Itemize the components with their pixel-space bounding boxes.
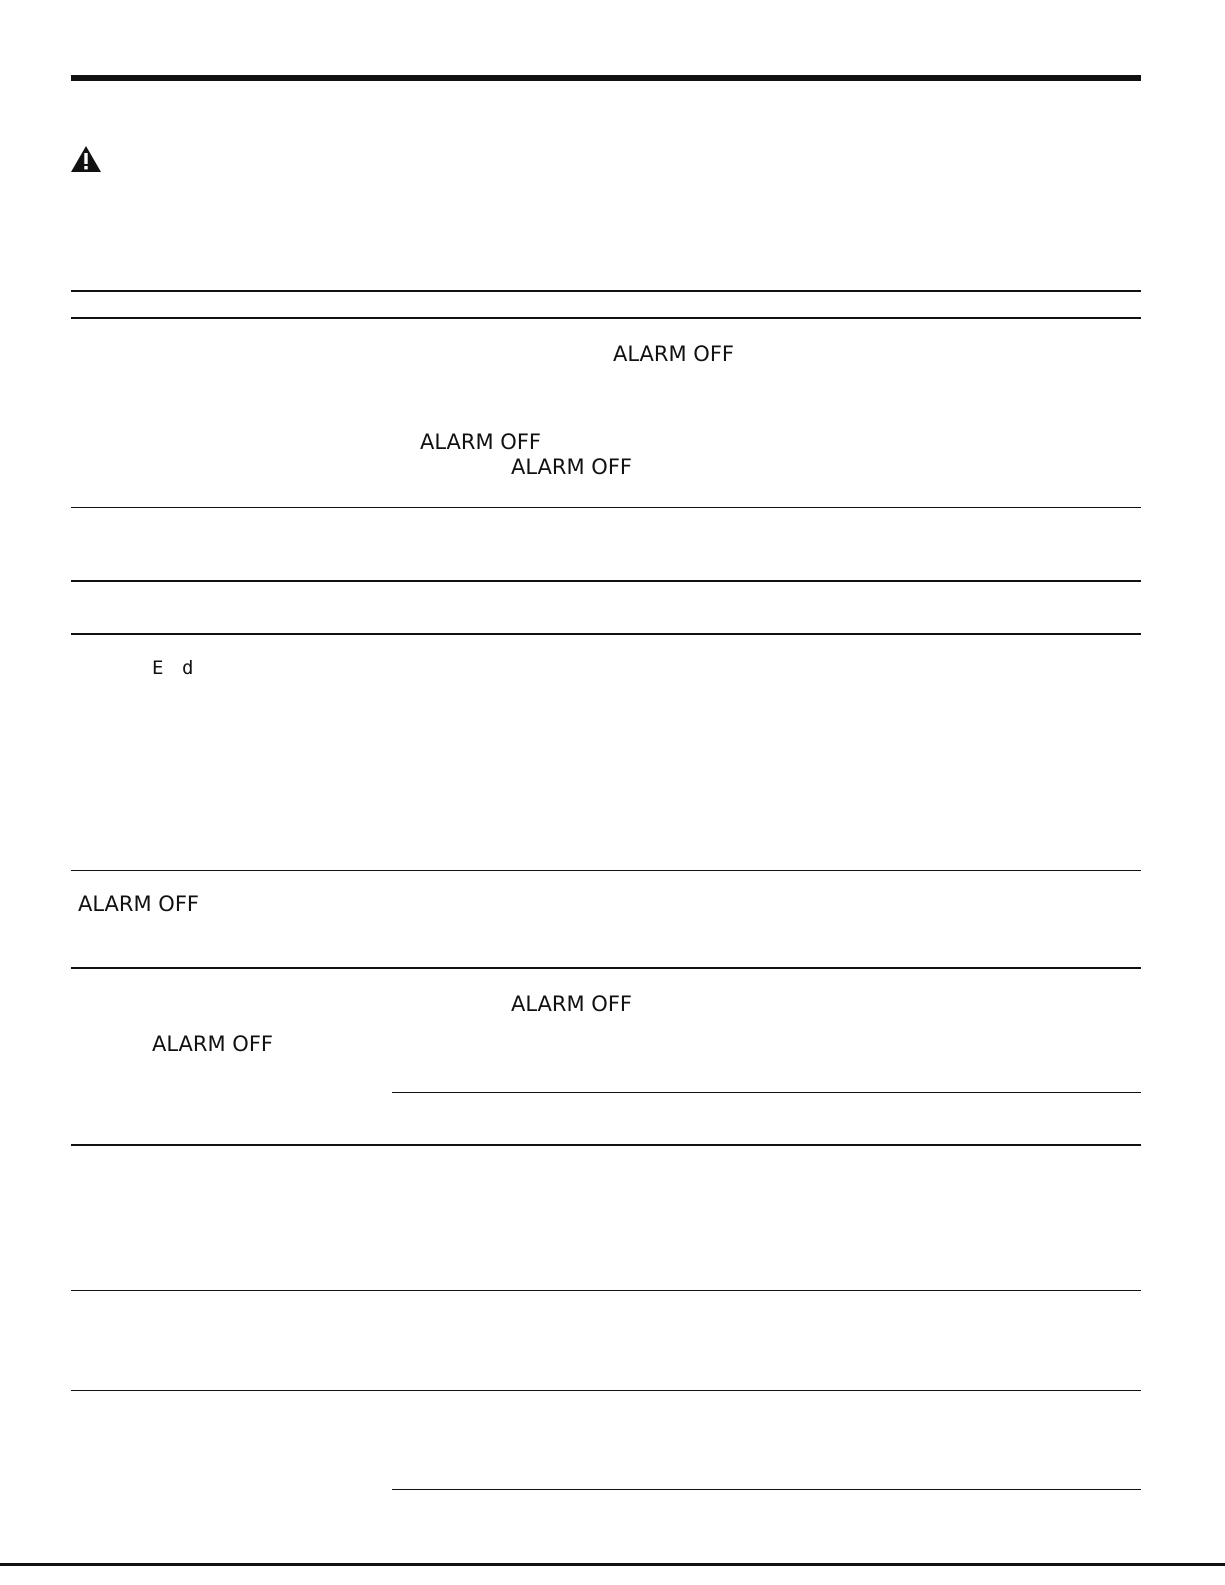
table-header-rule bbox=[71, 317, 1141, 319]
footer-rule bbox=[0, 1563, 1225, 1566]
display-code-e: E bbox=[152, 657, 164, 679]
row-divider bbox=[71, 1144, 1141, 1146]
display-code-d: d bbox=[182, 657, 194, 679]
table-top-rule bbox=[71, 290, 1141, 292]
sub-row-divider bbox=[392, 1092, 1141, 1093]
alarm-off-label: ALARM OFF bbox=[511, 455, 632, 479]
alarm-off-label: ALARM OFF bbox=[613, 342, 734, 366]
row-divider bbox=[71, 870, 1141, 871]
alarm-off-label: ALARM OFF bbox=[420, 430, 541, 454]
warning-triangle-icon bbox=[70, 145, 102, 173]
sub-row-divider bbox=[392, 1489, 1141, 1490]
row-divider bbox=[71, 1290, 1141, 1291]
row-divider bbox=[71, 1390, 1141, 1391]
alarm-off-label: ALARM OFF bbox=[511, 992, 632, 1016]
row-divider bbox=[71, 633, 1141, 635]
row-divider bbox=[71, 507, 1141, 508]
row-divider bbox=[71, 580, 1141, 582]
header-rule bbox=[71, 75, 1141, 81]
row-divider bbox=[71, 967, 1141, 969]
alarm-off-label: ALARM OFF bbox=[152, 1032, 273, 1056]
alarm-off-label: ALARM OFF bbox=[78, 892, 199, 916]
